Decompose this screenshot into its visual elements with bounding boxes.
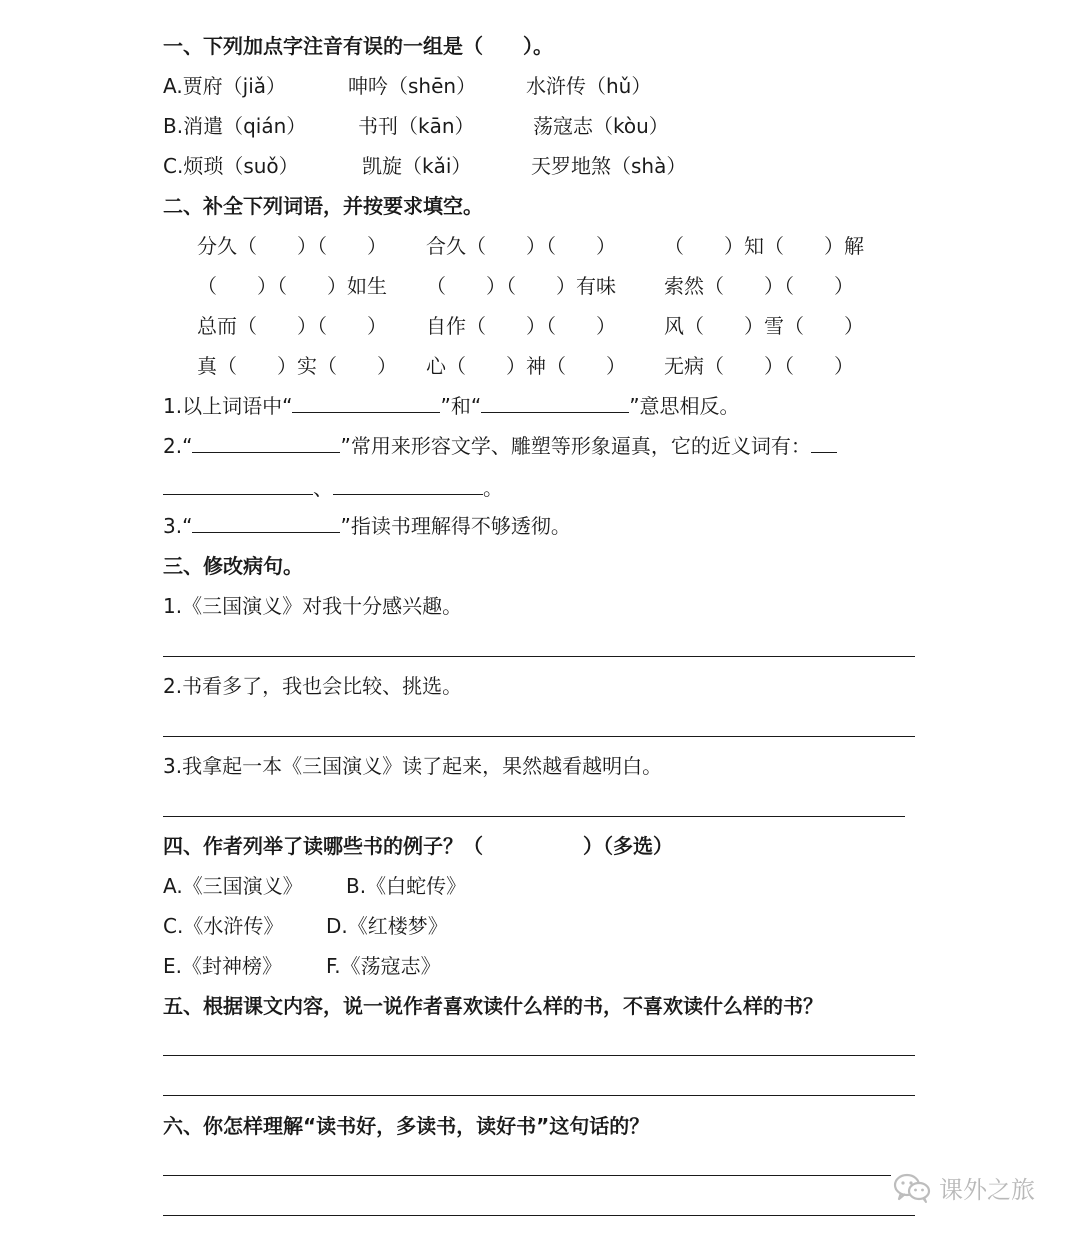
- answer-blank[interactable]: [481, 394, 629, 413]
- q2-word: 风（ ）雪（ ）: [664, 314, 864, 338]
- q2-sub-3: [163, 513, 571, 539]
- q2-sub-1-text: 1.以上词语中“: [163, 394, 293, 418]
- q2-sub-2-cont: [163, 475, 503, 501]
- answer-blank[interactable]: [811, 434, 837, 453]
- q2-sub-2-text: 2.“: [163, 434, 193, 458]
- q4-option: E.《封神榜》: [163, 954, 282, 978]
- answer-line[interactable]: [163, 1055, 915, 1056]
- q2-sub-3-text: ”指读书理解得不够透彻。: [340, 514, 571, 538]
- answer-line[interactable]: [163, 1175, 891, 1176]
- q1-c-3: 天罗地煞（shà）: [531, 154, 687, 178]
- q1-c-1: C.烦琐（suǒ）: [163, 154, 299, 178]
- q6-title: 六、你怎样理解“读书好，多读书，读好书”这句话的？: [163, 1114, 650, 1138]
- answer-blank[interactable]: [192, 434, 340, 453]
- q1-a-2: 呻吟（shēn）: [348, 74, 477, 98]
- q2-sub-1-text: ”意思相反。: [629, 394, 740, 418]
- q4-option: C.《水浒传》: [163, 914, 284, 938]
- q1-b-1: B.消遣（qián）: [163, 114, 307, 138]
- q2-sub-1-text: ”和“: [440, 394, 482, 418]
- q2-word: 真（ ）实（ ）: [197, 354, 397, 378]
- q2-word: 总而（ ）（ ）: [197, 314, 387, 338]
- answer-blank[interactable]: [192, 514, 340, 533]
- answer-blank[interactable]: [333, 476, 483, 495]
- q2-sub-3-text: 3.“: [163, 514, 193, 538]
- q2-word: （ ）知（ ）解: [664, 234, 864, 258]
- q3-title: 三、修改病句。: [163, 554, 303, 578]
- q4-title: 四、作者列举了读哪些书的例子？（ ）（多选）: [163, 834, 673, 858]
- q4-option: D.《红楼梦》: [326, 914, 448, 938]
- watermark: [893, 1170, 1035, 1205]
- q2-sub-2: [163, 433, 837, 459]
- q1-title: 一、下列加点字注音有误的一组是（ ）。: [163, 34, 553, 58]
- answer-line[interactable]: [163, 816, 905, 817]
- answer-blank[interactable]: [292, 394, 440, 413]
- q3-item: 2.书看多了，我也会比较、挑选。: [163, 674, 463, 698]
- answer-line[interactable]: [163, 656, 915, 657]
- answer-line[interactable]: [163, 1095, 915, 1096]
- answer-line[interactable]: [163, 1215, 915, 1216]
- answer-blank[interactable]: [163, 476, 313, 495]
- q5-title: 五、根据课文内容，说一说作者喜欢读什么样的书，不喜欢读什么样的书？: [163, 994, 823, 1018]
- q1-b-3: 荡寇志（kòu）: [533, 114, 669, 138]
- q2-sub-2-text: 。: [483, 476, 503, 500]
- q2-word: 无病（ ）（ ）: [664, 354, 854, 378]
- watermark-text: 课外之旅: [939, 1176, 1035, 1204]
- q3-item: 3.我拿起一本《三国演义》读了起来，果然越看越明白。: [163, 754, 663, 778]
- q2-title: 二、补全下列词语，并按要求填空。: [163, 194, 483, 218]
- q2-sub-2-text: ”常用来形容文学、雕塑等形象逼真，它的近义词有：: [340, 434, 811, 458]
- q2-word: 心（ ）神（ ）: [426, 354, 626, 378]
- wechat-icon: [893, 1172, 931, 1204]
- q2-sub-2-text: 、: [313, 476, 333, 500]
- q2-word: 分久（ ）（ ）: [197, 234, 387, 258]
- q4-option: A.《三国演义》: [163, 874, 303, 898]
- q1-a-3: 水浒传（hǔ）: [526, 74, 652, 98]
- q1-b-2: 书刊（kān）: [358, 114, 475, 138]
- q4-option: F.《荡寇志》: [326, 954, 441, 978]
- q1-a-1: A.贾府（jiǎ）: [163, 74, 287, 98]
- answer-line[interactable]: [163, 736, 915, 737]
- q2-word: （ ）（ ）有味: [426, 274, 616, 298]
- q2-word: 索然（ ）（ ）: [664, 274, 854, 298]
- q2-sub-1: [163, 393, 740, 419]
- q1-c-2: 凯旋（kǎi）: [362, 154, 472, 178]
- q4-option: B.《白蛇传》: [346, 874, 467, 898]
- q2-word: 合久（ ）（ ）: [426, 234, 616, 258]
- q2-word: （ ）（ ）如生: [197, 274, 387, 298]
- q3-item: 1.《三国演义》对我十分感兴趣。: [163, 594, 463, 618]
- q2-word: 自作（ ）（ ）: [426, 314, 616, 338]
